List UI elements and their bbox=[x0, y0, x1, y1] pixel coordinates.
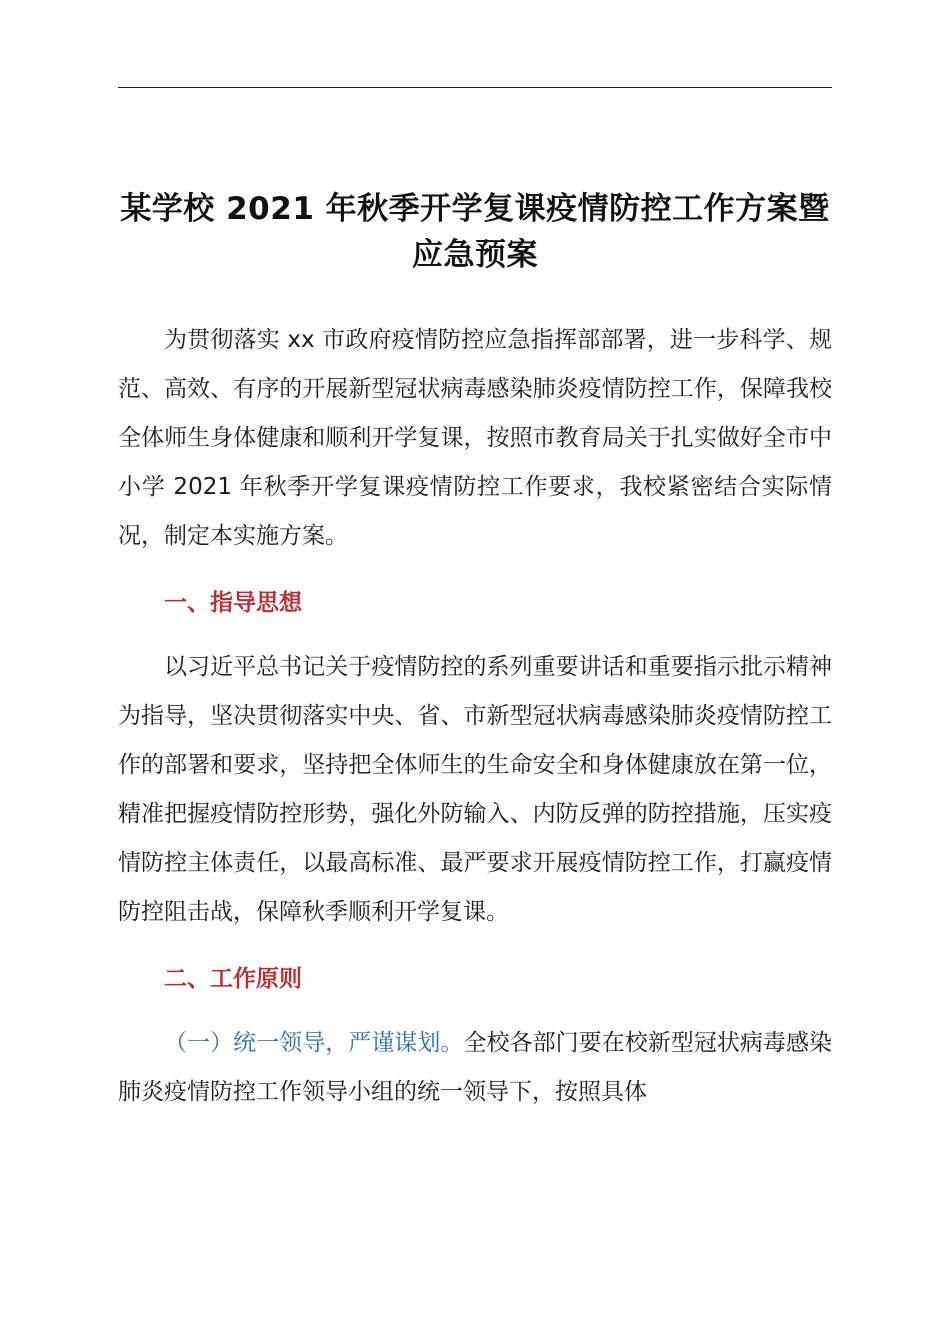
section-heading-guiding-ideology: 一、指导思想 bbox=[164, 590, 302, 616]
subsection-body: 全校各部门要在校新型冠状病毒感染肺炎疫情防控工作领导小组的统一领导下，按照具体 bbox=[118, 1030, 833, 1105]
document-body bbox=[118, 186, 832, 1117]
section-paragraph-guiding-ideology: 以习近平总书记关于疫情防控的系列重要讲话和重要指示批示精神为指导，坚决贯彻落实中央、省、市新型冠状病毒感染肺炎疫情防控工作的部署和要求，坚持把全体师生的生命安全和身体健康放在第一位，精准把握疫情防控形势，强化外防输入、内防反弹的防控措施，压实疫情防控主体责任，以最高标准、最严要求开展疫情防控工作，打赢疫情防控阻击战，保障秋季顺利开学复课。 bbox=[118, 654, 832, 925]
subsection-lead: （一）统一领导，严谨谋划。 bbox=[164, 1030, 464, 1056]
section-paragraph-work-principles bbox=[118, 1019, 832, 1117]
intro-paragraph: 为贯彻落实 xx 市政府疫情防控应急指挥部部署，进一步科学、规范、高效、有序的开展新型冠状病毒感染肺炎疫情防控工作，保障我校全体师生身体健康和顺利开学复课，按照市教育局关于扎实做好全市中小学 2021 年秋季开学复课疫情防控工作要求，我校紧密结合实际情况，制定本实施方案。 bbox=[118, 327, 832, 549]
document-title: 某学校 2021 年秋季开学复课疫情防控工作方案暨应急预案 bbox=[120, 191, 830, 273]
header-rule bbox=[118, 87, 832, 88]
section-heading-work-principles: 二、工作原则 bbox=[164, 966, 302, 992]
